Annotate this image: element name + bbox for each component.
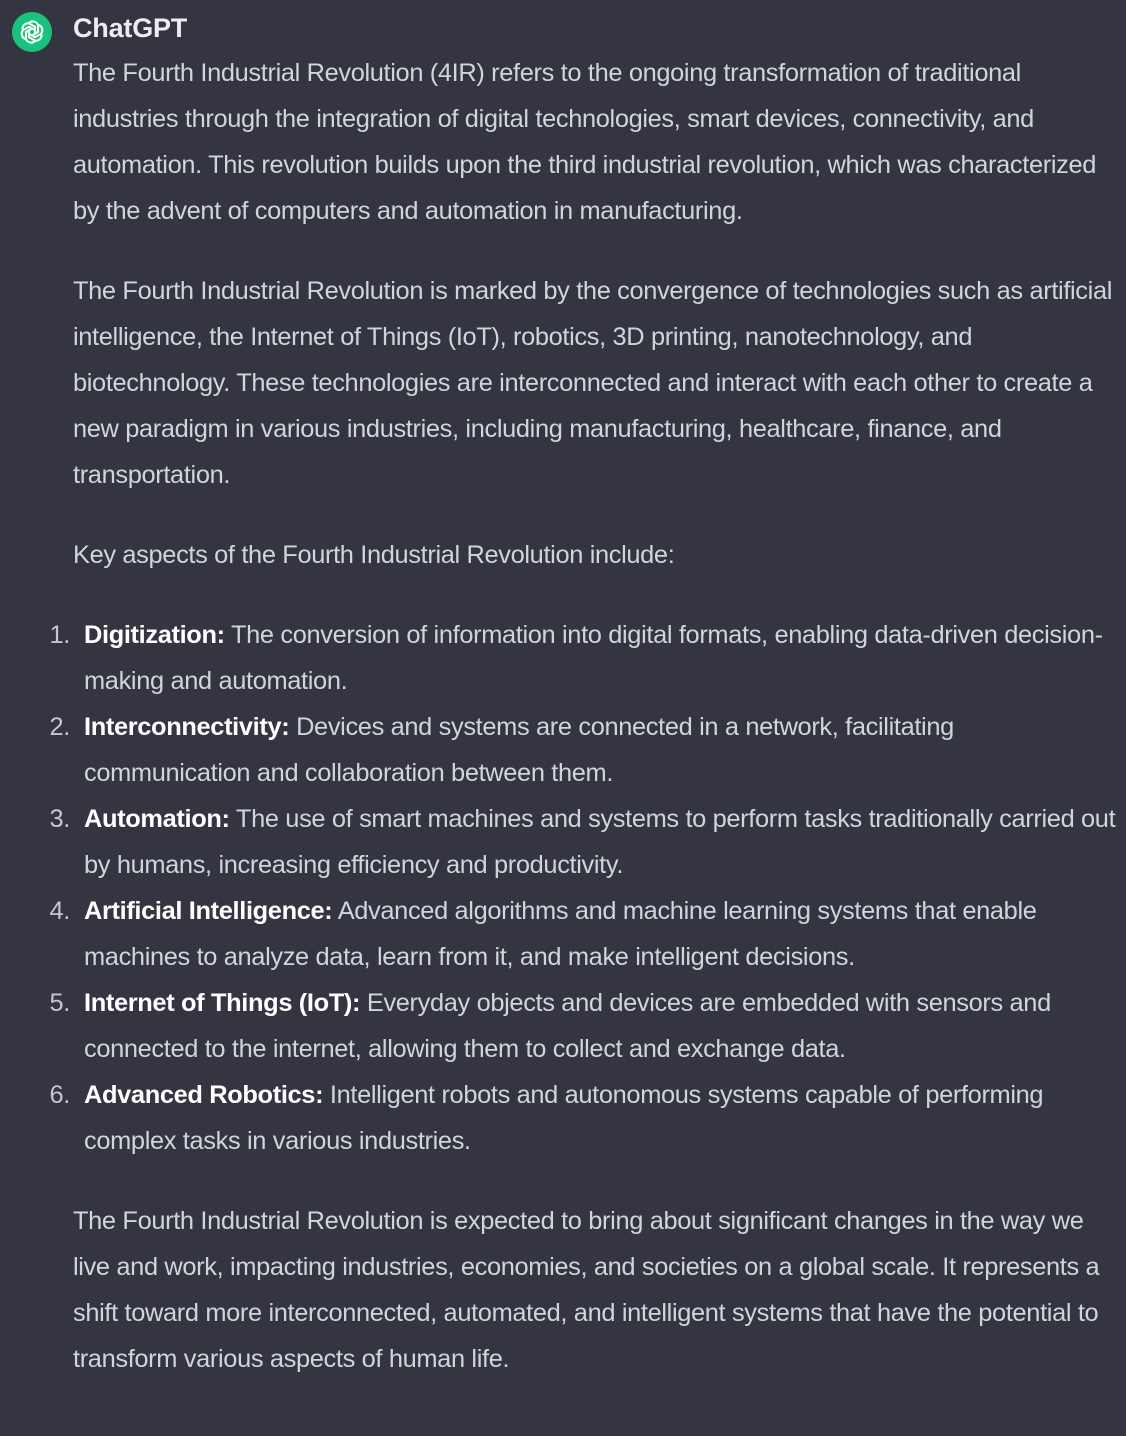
list-number: 1. [49, 621, 70, 649]
list-text: Advanced algorithms and machine learning systems that enable machines to analyze data, learn from it, and make intelligent decisions. [84, 897, 1037, 971]
convergence-paragraph: The Fourth Industrial Revolution is marked by the convergence of technologies such as artificial intelligence, the Internet of Things (IoT), robotics, 3D printing, nanotechnology, and biotechnology. These technologies are interconnected and interact with each other to create a new paradigm in various industries, including manufacturing, healthcare, finance, and transportation. [73, 277, 1113, 489]
list-number: 3. [49, 805, 70, 833]
intro-paragraph: The Fourth Industrial Revolution (4IR) refers to the ongoing transformation of traditional industries through the integration of digital technologies, smart devices, connectivity, and automation. This revolution builds upon the third industrial revolution, which was characterized by the advent of computers and automation in manufacturing. [73, 59, 1097, 225]
key-aspects-heading: Key aspects of the Fourth Industrial Revolution include: [73, 541, 675, 569]
avatar [12, 12, 52, 52]
list-text: Everyday objects and devices are embedded with sensors and connected to the internet, allowing them to collect and exchange data. [84, 989, 1051, 1063]
author-name: ChatGPT [73, 13, 188, 43]
list-term: Interconnectivity: [84, 713, 290, 741]
list-item [49, 612, 1118, 704]
list-text: Intelligent robots and autonomous systems capable of performing complex tasks in various industries. [84, 1081, 1044, 1155]
list-item [49, 1072, 1118, 1164]
list-number: 2. [49, 713, 70, 741]
list-text: The use of smart machines and systems to perform tasks traditionally carried out by humans, increasing efficiency and productivity. [84, 805, 1116, 879]
list-number: 5. [49, 989, 70, 1017]
list-item [49, 980, 1118, 1072]
assistant-message [49, 50, 1118, 1382]
list-text: The conversion of information into digital formats, enabling data-driven decision-making and automation. [84, 621, 1103, 695]
list-term: Digitization: [84, 621, 225, 649]
list-term: Advanced Robotics: [84, 1081, 324, 1109]
list-term: Internet of Things (IoT): [84, 989, 361, 1017]
list-text: Devices and systems are connected in a network, facilitating communication and collaboration between them. [84, 713, 954, 787]
list-item [49, 796, 1118, 888]
openai-logo-icon [18, 18, 46, 46]
aspects-list [49, 612, 1118, 1164]
list-term: Artificial Intelligence: [84, 897, 333, 925]
list-number: 4. [49, 897, 70, 925]
list-item [49, 704, 1118, 796]
conclusion-paragraph: The Fourth Industrial Revolution is expected to bring about significant changes in the way we live and work, impacting industries, economies, and societies on a global scale. It represents a shift toward more interconnected, automated, and intelligent systems that have the potential to transform various aspects of human life. [73, 1207, 1100, 1373]
list-term: Automation: [84, 805, 230, 833]
list-item [49, 888, 1118, 980]
list-number: 6. [49, 1081, 70, 1109]
